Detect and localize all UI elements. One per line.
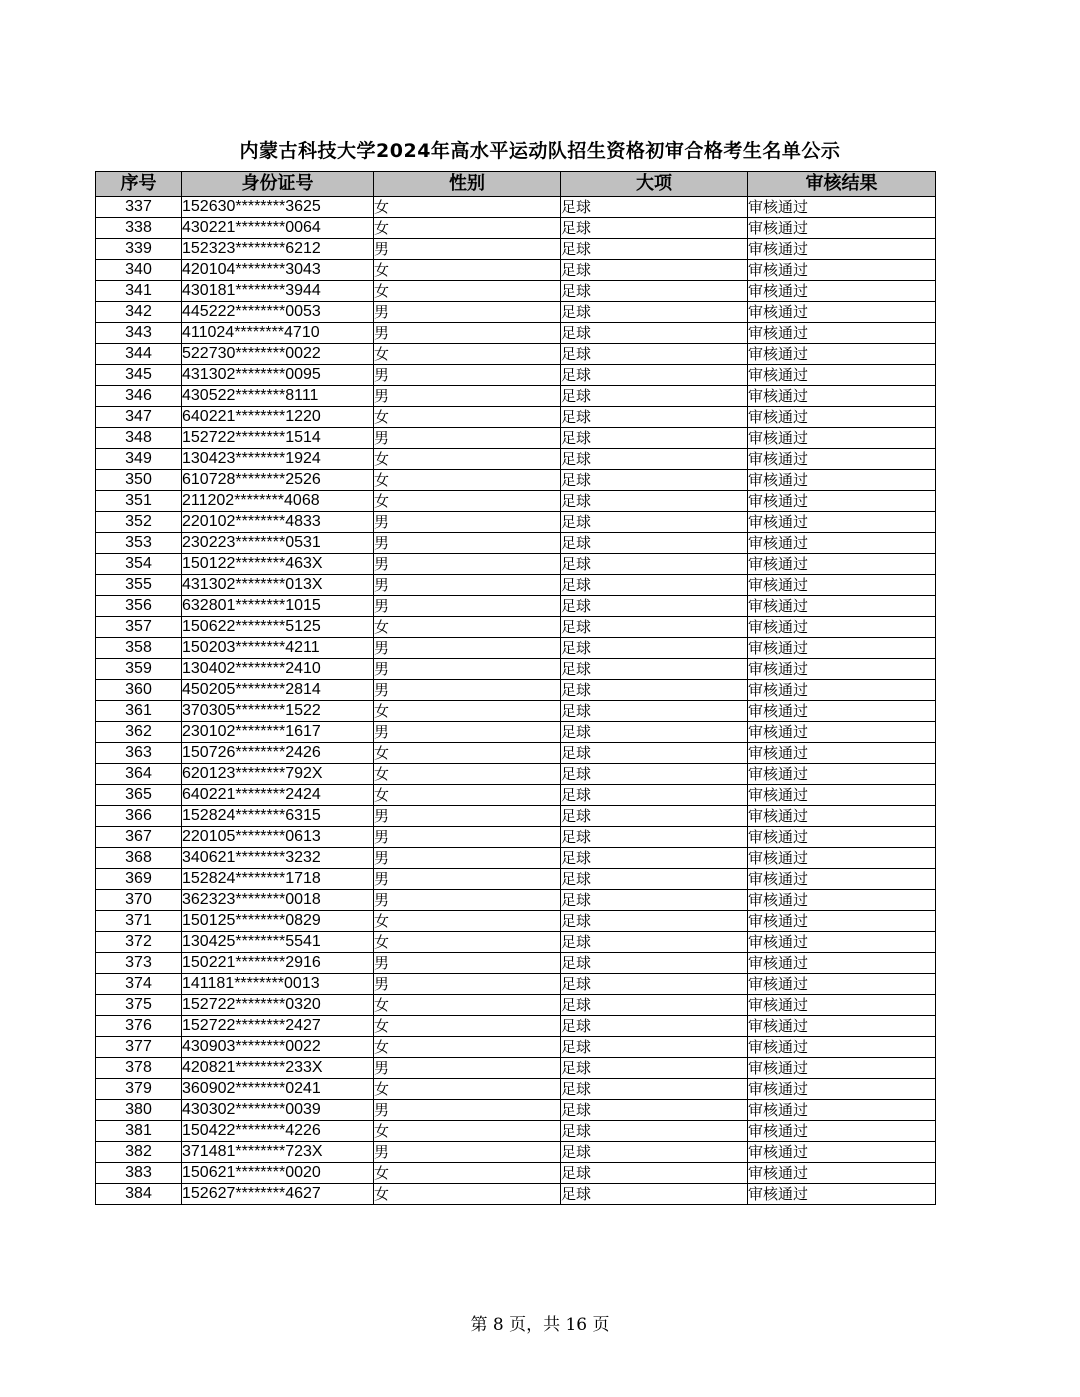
table-row [96,239,936,260]
table-row [96,659,936,680]
cell-result: 审核通过 [748,1058,936,1079]
cell-sport: 足球 [561,764,748,785]
cell-index: 353 [96,533,182,554]
cell-result: 审核通过 [748,1016,936,1037]
cell-sport: 足球 [561,701,748,722]
cell-index: 368 [96,848,182,869]
cell-result: 审核通过 [748,722,936,743]
cell-result: 审核通过 [748,218,936,239]
cell-result: 审核通过 [748,1100,936,1121]
cell-id-number: 411024********4710 [182,323,374,344]
cell-index: 371 [96,911,182,932]
cell-id-number: 152627********4627 [182,1184,374,1205]
document-title: 内蒙古科技大学2024年高水平运动队招生资格初审合格考生名单公示 [239,140,841,162]
cell-result: 审核通过 [748,323,936,344]
cell-id-number: 150203********4211 [182,638,374,659]
cell-id-number: 371481********723X [182,1142,374,1163]
cell-result: 审核通过 [748,743,936,764]
cell-id-number: 152323********6212 [182,239,374,260]
cell-gender: 女 [374,281,561,302]
cell-gender: 男 [374,428,561,449]
cell-sport: 足球 [561,512,748,533]
cell-index: 345 [96,365,182,386]
table-row [96,470,936,491]
table-row [96,533,936,554]
cell-gender: 男 [374,869,561,890]
cell-id-number: 152722********1514 [182,428,374,449]
table-row [96,638,936,659]
cell-result: 审核通过 [748,491,936,512]
cell-id-number: 362323********0018 [182,890,374,911]
cell-result: 审核通过 [748,344,936,365]
header-sport: 大项 [561,172,748,197]
cell-gender: 女 [374,701,561,722]
table-row [96,932,936,953]
cell-id-number: 340621********3232 [182,848,374,869]
cell-id-number: 150422********4226 [182,1121,374,1142]
cell-index: 362 [96,722,182,743]
cell-id-number: 450205********2814 [182,680,374,701]
table-row [96,1184,936,1205]
cell-sport: 足球 [561,407,748,428]
cell-id-number: 230223********0531 [182,533,374,554]
cell-gender: 男 [374,974,561,995]
cell-result: 审核通过 [748,386,936,407]
cell-sport: 足球 [561,617,748,638]
cell-result: 审核通过 [748,932,936,953]
cell-id-number: 150726********2426 [182,743,374,764]
header-index: 序号 [96,172,182,197]
table-row [96,302,936,323]
cell-index: 369 [96,869,182,890]
cell-sport: 足球 [561,344,748,365]
page-footer: 第 8 页，共 16 页 [470,1315,610,1335]
cell-sport: 足球 [561,659,748,680]
cell-result: 审核通过 [748,995,936,1016]
cell-gender: 女 [374,449,561,470]
cell-result: 审核通过 [748,785,936,806]
cell-result: 审核通过 [748,1184,936,1205]
table-row [96,1163,936,1184]
cell-index: 377 [96,1037,182,1058]
cell-id-number: 130425********5541 [182,932,374,953]
cell-sport: 足球 [561,1037,748,1058]
cell-index: 358 [96,638,182,659]
cell-result: 审核通过 [748,470,936,491]
cell-index: 356 [96,596,182,617]
cell-id-number: 211202********4068 [182,491,374,512]
candidate-table [95,171,936,1205]
cell-gender: 男 [374,1058,561,1079]
cell-index: 372 [96,932,182,953]
cell-sport: 足球 [561,785,748,806]
cell-id-number: 430181********3944 [182,281,374,302]
cell-gender: 男 [374,827,561,848]
cell-gender: 女 [374,1121,561,1142]
cell-gender: 男 [374,953,561,974]
header-gender: 性别 [374,172,561,197]
cell-index: 384 [96,1184,182,1205]
cell-id-number: 220102********4833 [182,512,374,533]
cell-index: 344 [96,344,182,365]
cell-sport: 足球 [561,575,748,596]
cell-id-number: 152824********1718 [182,869,374,890]
cell-sport: 足球 [561,953,748,974]
cell-id-number: 445222********0053 [182,302,374,323]
cell-gender: 男 [374,848,561,869]
cell-index: 350 [96,470,182,491]
cell-gender: 男 [374,554,561,575]
table-row [96,281,936,302]
cell-id-number: 420821********233X [182,1058,374,1079]
table-row [96,764,936,785]
cell-index: 355 [96,575,182,596]
cell-result: 审核通过 [748,449,936,470]
cell-gender: 男 [374,806,561,827]
cell-sport: 足球 [561,974,748,995]
table-row [96,1058,936,1079]
cell-gender: 男 [374,302,561,323]
cell-index: 346 [96,386,182,407]
cell-sport: 足球 [561,533,748,554]
cell-sport: 足球 [561,638,748,659]
cell-index: 357 [96,617,182,638]
cell-sport: 足球 [561,1142,748,1163]
cell-id-number: 632801********1015 [182,596,374,617]
cell-sport: 足球 [561,932,748,953]
cell-sport: 足球 [561,995,748,1016]
cell-result: 审核通过 [748,1079,936,1100]
cell-sport: 足球 [561,218,748,239]
cell-result: 审核通过 [748,638,936,659]
table-row [96,449,936,470]
cell-gender: 男 [374,1100,561,1121]
cell-id-number: 430522********8111 [182,386,374,407]
cell-id-number: 150125********0829 [182,911,374,932]
cell-index: 338 [96,218,182,239]
cell-result: 审核通过 [748,890,936,911]
table-row [96,890,936,911]
cell-index: 381 [96,1121,182,1142]
cell-index: 379 [96,1079,182,1100]
cell-id-number: 610728********2526 [182,470,374,491]
table-row [96,1100,936,1121]
table-row [96,953,936,974]
cell-sport: 足球 [561,1163,748,1184]
cell-sport: 足球 [561,743,748,764]
cell-sport: 足球 [561,680,748,701]
cell-sport: 足球 [561,869,748,890]
cell-gender: 男 [374,386,561,407]
cell-id-number: 640221********1220 [182,407,374,428]
cell-index: 351 [96,491,182,512]
cell-gender: 男 [374,659,561,680]
table-row [96,848,936,869]
cell-index: 374 [96,974,182,995]
cell-gender: 男 [374,722,561,743]
cell-index: 361 [96,701,182,722]
table-row [96,680,936,701]
cell-sport: 足球 [561,197,748,218]
table-row [96,554,936,575]
cell-gender: 女 [374,1163,561,1184]
cell-gender: 男 [374,596,561,617]
table-row [96,218,936,239]
cell-gender: 男 [374,575,561,596]
cell-gender: 女 [374,1016,561,1037]
cell-gender: 男 [374,890,561,911]
cell-sport: 足球 [561,281,748,302]
cell-index: 342 [96,302,182,323]
cell-gender: 女 [374,218,561,239]
cell-index: 383 [96,1163,182,1184]
cell-index: 382 [96,1142,182,1163]
table-row [96,974,936,995]
cell-gender: 女 [374,911,561,932]
cell-id-number: 620123********792X [182,764,374,785]
cell-gender: 男 [374,239,561,260]
cell-id-number: 150221********2916 [182,953,374,974]
table-row [96,197,936,218]
cell-gender: 女 [374,1184,561,1205]
cell-id-number: 360902********0241 [182,1079,374,1100]
cell-id-number: 150621********0020 [182,1163,374,1184]
cell-result: 审核通过 [748,848,936,869]
cell-result: 审核通过 [748,827,936,848]
cell-result: 审核通过 [748,911,936,932]
cell-index: 354 [96,554,182,575]
cell-sport: 足球 [561,1079,748,1100]
cell-result: 审核通过 [748,554,936,575]
cell-id-number: 370305********1522 [182,701,374,722]
table-row [96,344,936,365]
cell-sport: 足球 [561,848,748,869]
cell-index: 348 [96,428,182,449]
cell-gender: 女 [374,407,561,428]
cell-id-number: 152824********6315 [182,806,374,827]
cell-index: 337 [96,197,182,218]
table-row [96,1037,936,1058]
cell-result: 审核通过 [748,680,936,701]
cell-result: 审核通过 [748,596,936,617]
cell-id-number: 150122********463X [182,554,374,575]
cell-gender: 女 [374,197,561,218]
header-result: 审核结果 [748,172,936,197]
cell-sport: 足球 [561,323,748,344]
cell-id-number: 152630********3625 [182,197,374,218]
cell-sport: 足球 [561,449,748,470]
cell-gender: 女 [374,1079,561,1100]
cell-index: 367 [96,827,182,848]
cell-sport: 足球 [561,554,748,575]
cell-gender: 女 [374,932,561,953]
cell-result: 审核通过 [748,953,936,974]
cell-gender: 男 [374,533,561,554]
cell-id-number: 141181********0013 [182,974,374,995]
cell-id-number: 430221********0064 [182,218,374,239]
cell-index: 341 [96,281,182,302]
cell-gender: 女 [374,491,561,512]
cell-result: 审核通过 [748,1037,936,1058]
cell-sport: 足球 [561,260,748,281]
table-row [96,260,936,281]
cell-index: 360 [96,680,182,701]
cell-gender: 女 [374,617,561,638]
cell-id-number: 420104********3043 [182,260,374,281]
cell-index: 352 [96,512,182,533]
cell-sport: 足球 [561,302,748,323]
cell-index: 359 [96,659,182,680]
cell-id-number: 150622********5125 [182,617,374,638]
cell-result: 审核通过 [748,407,936,428]
cell-id-number: 152722********2427 [182,1016,374,1037]
cell-index: 340 [96,260,182,281]
cell-result: 审核通过 [748,260,936,281]
cell-sport: 足球 [561,1121,748,1142]
cell-result: 审核通过 [748,701,936,722]
cell-sport: 足球 [561,1100,748,1121]
cell-id-number: 431302********0095 [182,365,374,386]
cell-result: 审核通过 [748,197,936,218]
table-row [96,911,936,932]
cell-sport: 足球 [561,1058,748,1079]
cell-result: 审核通过 [748,575,936,596]
cell-sport: 足球 [561,596,748,617]
cell-result: 审核通过 [748,806,936,827]
cell-gender: 女 [374,1037,561,1058]
cell-gender: 男 [374,365,561,386]
cell-result: 审核通过 [748,512,936,533]
cell-result: 审核通过 [748,1142,936,1163]
cell-gender: 女 [374,344,561,365]
cell-sport: 足球 [561,827,748,848]
cell-id-number: 130423********1924 [182,449,374,470]
cell-index: 347 [96,407,182,428]
cell-id-number: 431302********013X [182,575,374,596]
cell-sport: 足球 [561,491,748,512]
cell-result: 审核通过 [748,869,936,890]
cell-index: 380 [96,1100,182,1121]
cell-result: 审核通过 [748,1121,936,1142]
cell-gender: 男 [374,680,561,701]
table-row [96,1121,936,1142]
table-row [96,365,936,386]
cell-result: 审核通过 [748,302,936,323]
cell-gender: 男 [374,1142,561,1163]
table-row [96,491,936,512]
cell-index: 349 [96,449,182,470]
table-row [96,386,936,407]
table-header-row [96,172,936,197]
cell-sport: 足球 [561,470,748,491]
cell-index: 363 [96,743,182,764]
cell-sport: 足球 [561,386,748,407]
table-row [96,869,936,890]
cell-index: 378 [96,1058,182,1079]
table-row [96,995,936,1016]
table-row [96,1142,936,1163]
table-row [96,701,936,722]
cell-gender: 女 [374,260,561,281]
cell-gender: 女 [374,995,561,1016]
cell-gender: 男 [374,512,561,533]
cell-result: 审核通过 [748,533,936,554]
cell-result: 审核通过 [748,281,936,302]
cell-gender: 男 [374,323,561,344]
cell-index: 373 [96,953,182,974]
cell-sport: 足球 [561,890,748,911]
table-row [96,827,936,848]
cell-sport: 足球 [561,239,748,260]
cell-id-number: 430903********0022 [182,1037,374,1058]
cell-gender: 女 [374,470,561,491]
cell-id-number: 522730********0022 [182,344,374,365]
cell-index: 343 [96,323,182,344]
table-row [96,428,936,449]
header-id-number: 身份证号 [182,172,374,197]
table-row [96,722,936,743]
table-row [96,407,936,428]
cell-sport: 足球 [561,365,748,386]
cell-index: 339 [96,239,182,260]
cell-sport: 足球 [561,1016,748,1037]
cell-id-number: 430302********0039 [182,1100,374,1121]
cell-index: 364 [96,764,182,785]
cell-id-number: 640221********2424 [182,785,374,806]
table-row [96,596,936,617]
cell-sport: 足球 [561,1184,748,1205]
cell-sport: 足球 [561,806,748,827]
cell-gender: 女 [374,785,561,806]
cell-gender: 女 [374,764,561,785]
table-row [96,1079,936,1100]
cell-result: 审核通过 [748,239,936,260]
cell-result: 审核通过 [748,428,936,449]
cell-id-number: 220105********0613 [182,827,374,848]
cell-result: 审核通过 [748,659,936,680]
table-row [96,617,936,638]
cell-index: 370 [96,890,182,911]
cell-result: 审核通过 [748,617,936,638]
cell-id-number: 152722********0320 [182,995,374,1016]
cell-sport: 足球 [561,428,748,449]
table-row [96,512,936,533]
cell-result: 审核通过 [748,974,936,995]
table-row [96,806,936,827]
cell-id-number: 230102********1617 [182,722,374,743]
table-row [96,743,936,764]
cell-gender: 女 [374,743,561,764]
cell-result: 审核通过 [748,764,936,785]
table-row [96,575,936,596]
table-row [96,785,936,806]
cell-sport: 足球 [561,722,748,743]
cell-sport: 足球 [561,911,748,932]
cell-index: 375 [96,995,182,1016]
cell-id-number: 130402********2410 [182,659,374,680]
cell-index: 366 [96,806,182,827]
cell-index: 365 [96,785,182,806]
cell-index: 376 [96,1016,182,1037]
table-row [96,1016,936,1037]
cell-result: 审核通过 [748,365,936,386]
table-row [96,323,936,344]
cell-gender: 男 [374,638,561,659]
cell-result: 审核通过 [748,1163,936,1184]
